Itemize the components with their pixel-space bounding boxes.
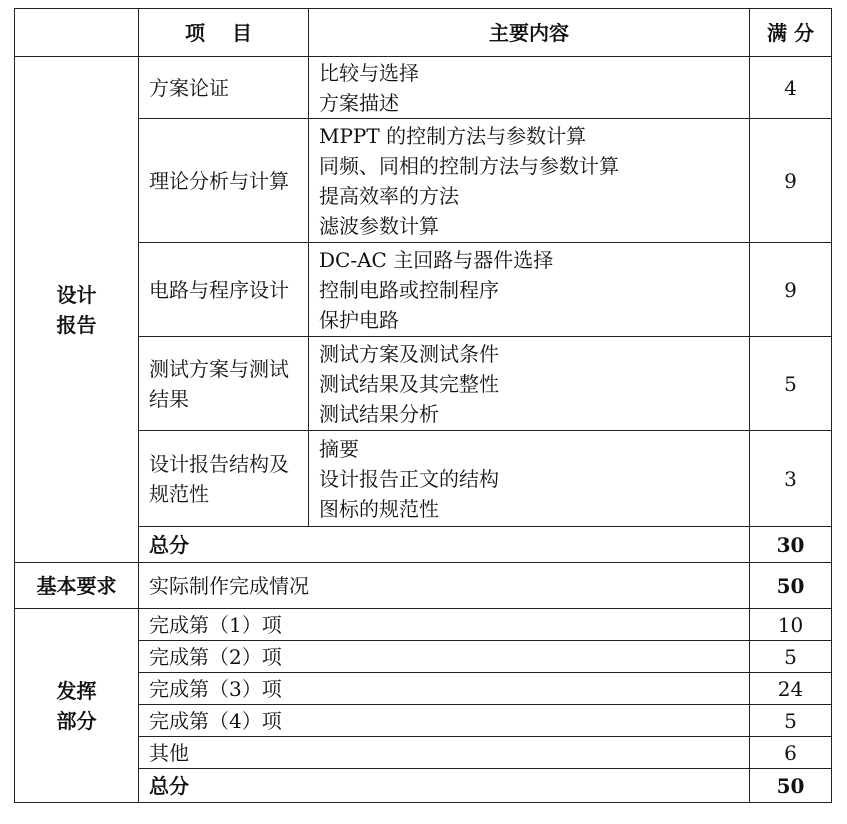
score-cell: 24: [750, 673, 832, 705]
content-cell: 测试方案及测试条件 测试结果及其完整性 测试结果分析: [309, 337, 750, 431]
score-cell: 5: [750, 641, 832, 673]
score-cell: 9: [750, 119, 832, 243]
score-cell: 5: [750, 705, 832, 737]
content-cell: DC-AC 主回路与器件选择 控制电路或控制程序 保护电路: [309, 243, 750, 337]
header-content: 主要内容: [309, 9, 750, 57]
item-cell: 设计报告结构及规范性: [139, 431, 309, 527]
score-cell: 3: [750, 431, 832, 527]
header-category: [15, 9, 139, 57]
header-score: 满 分: [750, 9, 832, 57]
total-score: 30: [750, 527, 832, 563]
total-label: 总分: [139, 527, 750, 563]
item-cell: 理论分析与计算: [139, 119, 309, 243]
item-cell: 电路与程序设计: [139, 243, 309, 337]
basic-score: 50: [750, 563, 832, 609]
basic-content: 实际制作完成情况: [139, 563, 750, 609]
content-cell: 摘要 设计报告正文的结构 图标的规范性: [309, 431, 750, 527]
category-basic: 基本要求: [15, 563, 139, 609]
category-design-report: 设计 报告: [15, 57, 139, 563]
content-cell: MPPT 的控制方法与参数计算 同频、同相的控制方法与参数计算 提高效率的方法 滤波参数计算: [309, 119, 750, 243]
table-row: [15, 57, 832, 119]
score-cell: 6: [750, 737, 832, 769]
item-cell: 方案论证: [139, 57, 309, 119]
item-cell: 完成第（3）项: [139, 673, 750, 705]
item-cell: 完成第（1）项: [139, 609, 750, 641]
item-cell: 其他: [139, 737, 750, 769]
total-label: 总分: [139, 769, 750, 803]
header-item: 项 目: [139, 9, 309, 57]
category-extended: 发挥 部分: [15, 609, 139, 803]
total-score: 50: [750, 769, 832, 803]
score-cell: 10: [750, 609, 832, 641]
content-cell: 比较与选择 方案描述: [309, 57, 750, 119]
table-row: [15, 609, 832, 641]
header-row: [15, 9, 832, 57]
score-cell: 4: [750, 57, 832, 119]
item-cell: 完成第（4）项: [139, 705, 750, 737]
item-cell: 测试方案与测试结果: [139, 337, 309, 431]
score-cell: 9: [750, 243, 832, 337]
basic-row: [15, 563, 832, 609]
item-cell: 完成第（2）项: [139, 641, 750, 673]
scoring-table: [14, 8, 832, 803]
score-cell: 5: [750, 337, 832, 431]
